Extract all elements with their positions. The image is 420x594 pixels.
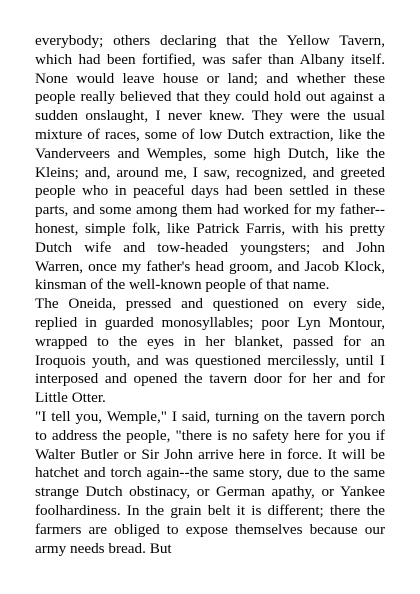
paragraph: The Oneida, pressed and questioned on every side, replied in guarded monosyllables; poor Lyn Montour, wrapped to the eyes in her blanket, passed for an Iroquois youth, and was questioned mercilessly, until I interposed and opened the tavern door for her and for Little Otter. — [35, 295, 385, 407]
page-text — [35, 32, 385, 558]
paragraph: "I tell you, Wemple," I said, turning on the tavern porch to address the people, "there is no safety here for you if Walter Butler or Sir John arrive here in force. It will be hatchet and torch again--the same story, due to the same strange Dutch obstinacy, or German apathy, or Yankee foolhardiness. In the grain belt it is different; there the farmers are obliged to expose themselves because our army needs bread. But — [35, 407, 385, 557]
paragraph: everybody; others declaring that the Yellow Tavern, which had been fortified, was safer than Albany itself. None would leave house or land; and whether these people really believed that they could hold out against a sudden onslaught, I never knew. They were the usual mixture of races, some of low Dutch extraction, like the Vanderveers and Wemples, some high Dutch, like the Kleins; and, around me, I saw, recognized, and greeted people who in peaceful days had been settled in these parts, and some among them had worked for my father--honest, simple folk, like Patrick Farris, with his pretty Dutch wife and tow-headed youngsters; and John Warren, once my father's head groom, and Jacob Klock, kinsman of the well-known people of that name. — [35, 32, 385, 294]
